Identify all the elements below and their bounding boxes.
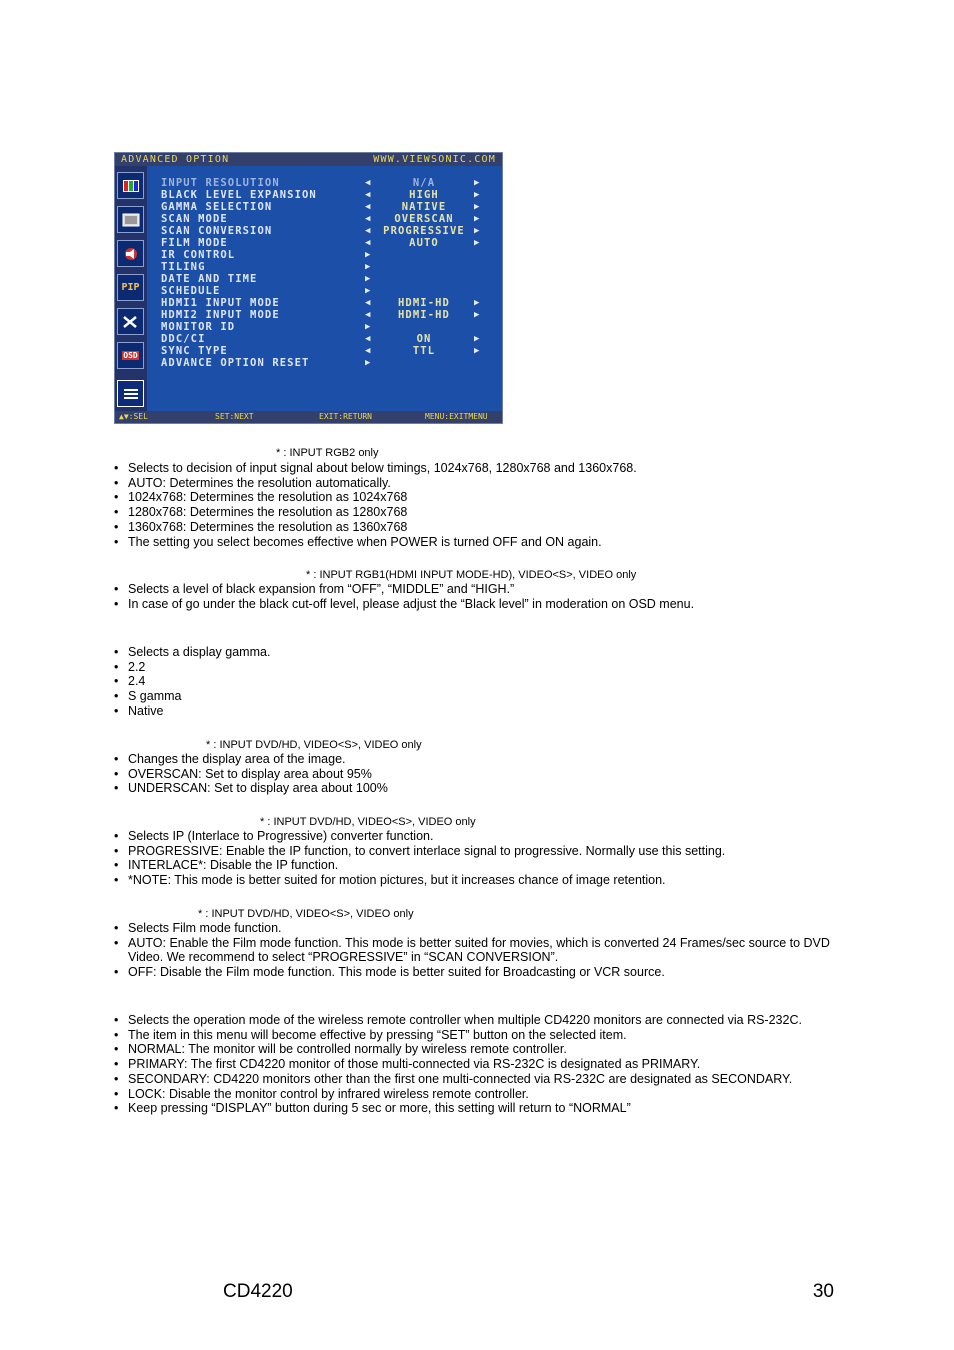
bullet-list (112, 829, 832, 888)
osd-footer-set: SET:NEXT (215, 412, 254, 421)
section-note: * : INPUT DVD/HD, VIDEO<S>, VIDEO only (206, 739, 422, 751)
advanced-option-icon (117, 380, 144, 407)
right-arrow-icon: ▶ (474, 202, 481, 212)
osd-item-label: HDMI1 INPUT MODE (161, 297, 280, 309)
left-arrow-icon: ◀ (365, 346, 372, 356)
osd-item-label: SYNC TYPE (161, 345, 228, 357)
right-arrow-icon: ▶ (365, 286, 372, 296)
osd-sidebar (115, 166, 147, 413)
osd-title: ADVANCED OPTION (121, 154, 230, 165)
osd-menu-item (147, 201, 502, 213)
osd-menu-item (147, 357, 502, 369)
bullet-list (112, 582, 832, 611)
bullet-item: • INTERLACE*: Disable the IP function. (112, 858, 832, 873)
bullet-item: • 1024x768: Determines the resolution as 1024x768 (112, 490, 832, 505)
bullet-item: • S gamma (112, 689, 832, 704)
bullet-item: • Selects the operation mode of the wireless remote controller when multiple CD4220 monitors are connected via RS-232C. (112, 1013, 832, 1028)
section-note: * : INPUT RGB1(HDMI INPUT MODE-HD), VIDEO<S>, VIDEO only (306, 569, 637, 581)
bullet-item: • Selects to decision of input signal about below timings, 1024x768, 1280x768 and 1360x768. (112, 461, 832, 476)
left-arrow-icon: ◀ (365, 178, 372, 188)
left-arrow-icon: ◀ (365, 298, 372, 308)
right-arrow-icon: ▶ (474, 190, 481, 200)
bullet-item: • NORMAL: The monitor will be controlled normally by wireless remote controller. (112, 1042, 832, 1057)
osd-menu-item (147, 333, 502, 345)
bullet-item: • SECONDARY: CD4220 monitors other than the first one multi-connected via RS-232C are designated as SECONDARY. (112, 1072, 832, 1087)
right-arrow-icon: ▶ (365, 250, 372, 260)
osd-menu-item (147, 261, 502, 273)
osd-menu-item (147, 309, 502, 321)
left-arrow-icon: ◀ (365, 226, 372, 236)
bullet-item: • 2.2 (112, 660, 832, 675)
left-arrow-icon: ◀ (365, 190, 372, 200)
osd-item-value: HDMI-HD (398, 297, 450, 309)
osd-header (115, 153, 502, 166)
osd-item-label: INPUT RESOLUTION (161, 177, 280, 189)
bullet-item: • PROGRESSIVE: Enable the IP function, to convert interlace signal to progressive. Normally use this setting. (112, 844, 832, 859)
bullet-list (112, 1013, 832, 1116)
osd-item-value: AUTO (409, 237, 439, 249)
right-arrow-icon: ▶ (365, 358, 372, 368)
bullet-item: • OFF: Disable the Film mode function. This mode is better suited for Broadcasting or VCR source. (112, 965, 832, 980)
osd-menu-item (147, 237, 502, 249)
screen-icon (117, 206, 144, 233)
osd-item-label: IR CONTROL (161, 249, 236, 261)
osd-menu-item (147, 177, 502, 189)
osd-item-label: MONITOR ID (161, 321, 236, 333)
bullet-item: • 2.4 (112, 674, 832, 689)
bullet-item: • Selects a display gamma. (112, 645, 832, 660)
model-name: CD4220 (223, 1281, 293, 1302)
right-arrow-icon: ▶ (474, 310, 481, 320)
osd-item-value: NATIVE (401, 201, 447, 213)
osd-item-label: DATE AND TIME (161, 273, 258, 285)
left-arrow-icon: ◀ (365, 238, 372, 248)
osd-menu-item (147, 321, 502, 333)
bullet-item: • The setting you select becomes effective when POWER is turned OFF and ON again. (112, 535, 832, 550)
osd-menu-screenshot (114, 152, 503, 424)
right-arrow-icon: ▶ (474, 334, 481, 344)
osd-footer (115, 411, 502, 423)
osd-item-label: GAMMA SELECTION (161, 201, 273, 213)
osd-item-label: HDMI2 INPUT MODE (161, 309, 280, 321)
bullet-item: • OVERSCAN: Set to display area about 95% (112, 767, 832, 782)
picture-icon (117, 172, 144, 199)
osd-item-value: ON (416, 333, 432, 345)
osd-menu-item (147, 249, 502, 261)
osd-menu-item (147, 273, 502, 285)
right-arrow-icon: ▶ (474, 226, 481, 236)
bullet-list (112, 752, 832, 796)
right-arrow-icon: ▶ (474, 298, 481, 308)
left-arrow-icon: ◀ (365, 334, 372, 344)
osd-item-label: SCAN CONVERSION (161, 225, 273, 237)
bullet-item: • The item in this menu will become effective by pressing “SET” button on the selected item. (112, 1028, 832, 1043)
bullet-item: • Selects Film mode function. (112, 921, 832, 936)
osd-item-label: SCHEDULE (161, 285, 221, 297)
bullet-item: • UNDERSCAN: Set to display area about 100% (112, 781, 832, 796)
bullet-item: • 1280x768: Determines the resolution as 1280x768 (112, 505, 832, 520)
page-number: 30 (812, 1281, 834, 1302)
bullet-item: • Selects a level of black expansion from “OFF”, “MIDDLE” and “HIGH.” (112, 582, 832, 597)
right-arrow-icon: ▶ (474, 178, 481, 188)
bullet-item: • In case of go under the black cut-off level, please adjust the “Black level” in moderation on OSD menu. (112, 597, 832, 612)
osd-item-value: HDMI-HD (398, 309, 450, 321)
osd-menu-item (147, 345, 502, 357)
left-arrow-icon: ◀ (365, 214, 372, 224)
osd-menu-item (147, 213, 502, 225)
osd-item-label: SCAN MODE (161, 213, 228, 225)
osd-item-label: BLACK LEVEL EXPANSION (161, 189, 317, 201)
osd-icon (117, 342, 144, 369)
section-note: * : INPUT DVD/HD, VIDEO<S>, VIDEO only (198, 908, 414, 920)
bullet-item: • LOCK: Disable the monitor control by infrared wireless remote controller. (112, 1087, 832, 1102)
right-arrow-icon: ▶ (365, 262, 372, 272)
right-arrow-icon: ▶ (474, 238, 481, 248)
bullet-list (112, 461, 832, 549)
right-arrow-icon: ▶ (365, 322, 372, 332)
bullet-item: • Selects IP (Interlace to Progressive) converter function. (112, 829, 832, 844)
osd-footer-exit: EXIT:RETURN (319, 412, 372, 421)
osd-item-value: OVERSCAN (394, 213, 454, 225)
osd-menu-list (147, 166, 502, 413)
osd-url: WWW.VIEWSONIC.COM (373, 154, 496, 165)
left-arrow-icon: ◀ (365, 310, 372, 320)
section-note: * : INPUT DVD/HD, VIDEO<S>, VIDEO only (260, 816, 476, 828)
osd-menu-item (147, 297, 502, 309)
osd-item-label: FILM MODE (161, 237, 228, 249)
osd-menu-item (147, 285, 502, 297)
right-arrow-icon: ▶ (474, 214, 481, 224)
bullet-item: • AUTO: Enable the Film mode function. This mode is better suited for movies, which is converted 24 Frames/sec source to DVD Video. We recommend to select “PROGRESSIVE” in “SCAN CONVERSION”. (112, 936, 832, 965)
osd-menu-item (147, 225, 502, 237)
bullet-item: • 1360x768: Determines the resolution as 1360x768 (112, 520, 832, 535)
bullet-item: • *NOTE: This mode is better suited for motion pictures, but it increases chance of image retention. (112, 873, 832, 888)
osd-item-label: ADVANCE OPTION RESET (161, 357, 310, 369)
osd-item-value: TTL (412, 345, 436, 357)
osd-item-value: HIGH (409, 189, 439, 201)
bullet-list (112, 645, 832, 719)
right-arrow-icon: ▶ (474, 346, 481, 356)
osd-item-label: DDC/CI (161, 333, 206, 345)
pip-label: PIP (121, 282, 140, 293)
bullet-item: • Keep pressing “DISPLAY” button during 5 sec or more, this setting will return to “NORMAL” (112, 1101, 832, 1116)
pip-icon (117, 274, 144, 301)
osd-footer-menu: MENU:EXITMENU (425, 412, 488, 421)
osd-item-value: N/A (412, 177, 436, 189)
bullet-item: • AUTO: Determines the resolution automatically. (112, 476, 832, 491)
bullet-item: • Native (112, 704, 832, 719)
right-arrow-icon: ▶ (365, 274, 372, 284)
bullet-item: • PRIMARY: The first CD4220 monitor of those multi-connected via RS-232C is designated as PRIMARY. (112, 1057, 832, 1072)
section-note: * : INPUT RGB2 only (276, 447, 379, 459)
bullet-list (112, 921, 832, 980)
bullet-item: • Changes the display area of the image. (112, 752, 832, 767)
left-arrow-icon: ◀ (365, 202, 372, 212)
osd-menu-item (147, 189, 502, 201)
osd-label: OSD (123, 351, 138, 360)
audio-icon (117, 240, 144, 267)
osd-footer-sel: ▲▼:SEL (119, 412, 148, 421)
osd-item-value: PROGRESSIVE (383, 225, 465, 237)
tools-icon (117, 308, 144, 335)
osd-item-label: TILING (161, 261, 206, 273)
